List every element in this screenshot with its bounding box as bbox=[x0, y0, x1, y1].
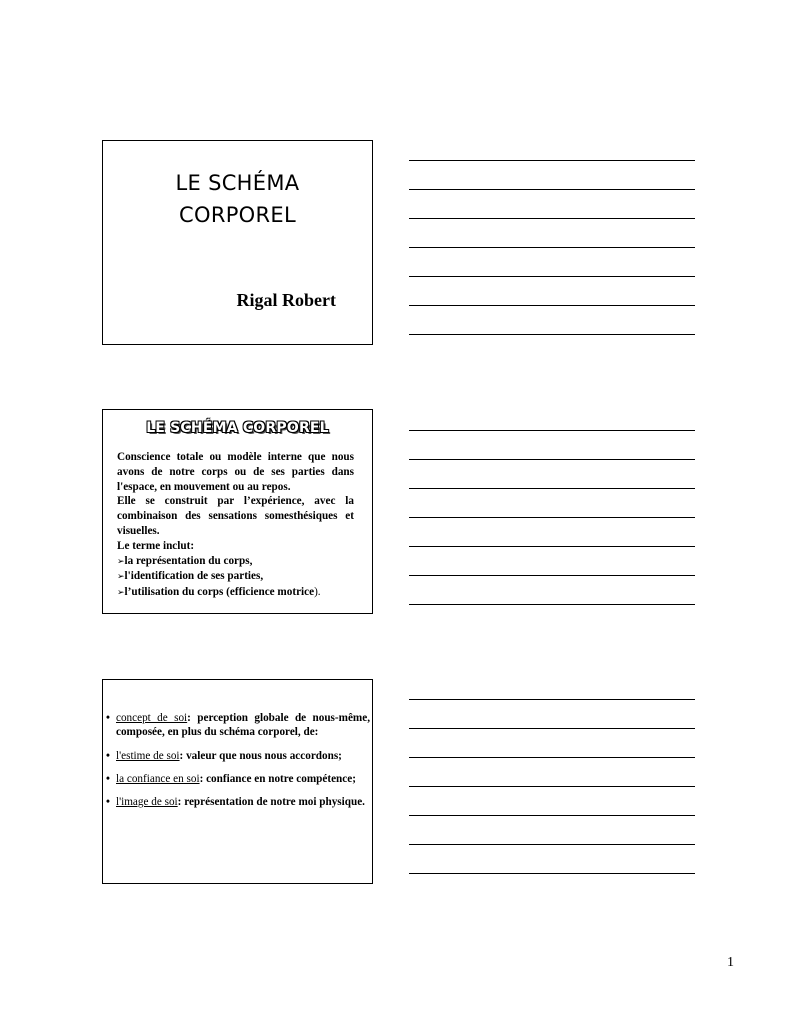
note-line bbox=[409, 671, 695, 700]
term-colon: : bbox=[187, 712, 191, 724]
term-includes-heading: Le terme inclut: bbox=[117, 539, 195, 552]
note-line bbox=[409, 787, 695, 816]
note-line bbox=[409, 219, 695, 248]
arrow-bullet-icon: ➢ bbox=[117, 556, 125, 567]
note-line bbox=[409, 161, 695, 190]
term: la confiance en soi bbox=[116, 772, 200, 785]
term-colon: : bbox=[179, 749, 184, 762]
list-item bbox=[117, 585, 354, 601]
page-number: 1 bbox=[727, 955, 734, 970]
term: l'estime de soi bbox=[116, 749, 180, 762]
note-line bbox=[409, 132, 695, 161]
term: concept de soi bbox=[116, 712, 188, 724]
list-item-text: l’utilisation du corps (efficience motrice bbox=[124, 586, 315, 599]
author-name: Rigal Robert bbox=[236, 290, 336, 310]
term-definition: valeur que nous nous accordons; bbox=[183, 749, 342, 762]
slide-2-body bbox=[117, 450, 354, 601]
note-line bbox=[409, 402, 695, 431]
bullet-icon: • bbox=[106, 749, 110, 762]
slide-1-title-line-2: CORPOREL bbox=[179, 203, 296, 227]
list-item bbox=[106, 795, 370, 809]
notes-lines-slide-1 bbox=[409, 132, 695, 335]
note-line bbox=[409, 306, 695, 335]
definition-paragraph: Conscience totale ou modèle interne que nous avons de notre corps ou de ses parties dans l'espace, en mouvement ou au repos. bbox=[117, 451, 354, 493]
note-line bbox=[409, 518, 695, 547]
bullet-icon: • bbox=[106, 712, 110, 724]
note-line bbox=[409, 816, 695, 845]
note-line bbox=[409, 489, 695, 518]
list-item bbox=[117, 554, 354, 570]
slide-1 bbox=[102, 140, 373, 345]
note-line bbox=[409, 729, 695, 758]
note-line bbox=[409, 576, 695, 605]
note-line bbox=[409, 700, 695, 729]
list-item bbox=[106, 749, 370, 763]
term: l'image de soi bbox=[116, 796, 178, 809]
term-definition: représentation de notre moi physique. bbox=[181, 796, 365, 809]
construction-paragraph: Elle se construit par l’expérience, avec la combinaison des sensations somesthésiques et visuelles. bbox=[117, 495, 354, 537]
list-item-text: la représentation du corps, bbox=[124, 554, 253, 567]
bullet-icon: • bbox=[106, 796, 110, 809]
slide-2 bbox=[102, 409, 373, 614]
term-definition: confiance en notre compétence; bbox=[203, 772, 356, 785]
note-line bbox=[409, 248, 695, 277]
list-item bbox=[117, 569, 354, 585]
slide-2-title: LE SCHÉMA CORPOREL bbox=[146, 420, 329, 436]
note-line bbox=[409, 460, 695, 489]
note-line bbox=[409, 190, 695, 219]
list-item bbox=[106, 772, 370, 786]
note-line bbox=[409, 547, 695, 576]
note-line bbox=[409, 277, 695, 306]
arrow-bullet-icon: ➢ bbox=[117, 588, 125, 599]
slide-1-title bbox=[103, 167, 372, 231]
list-item-text: l'identification de ses parties, bbox=[124, 570, 264, 583]
list-item-suffix: ). bbox=[314, 586, 321, 599]
slide-1-title-line-1: LE SCHÉMA bbox=[175, 171, 300, 195]
arrow-bullet-icon: ➢ bbox=[117, 572, 125, 583]
term-colon: : bbox=[177, 796, 182, 809]
notes-lines-slide-3 bbox=[409, 671, 695, 874]
slide-3 bbox=[102, 679, 373, 884]
bullet-icon: • bbox=[106, 772, 110, 785]
term-definition: perception globale de nous-même, composée, en plus du schéma corporel, de: bbox=[116, 712, 370, 739]
list-item bbox=[106, 711, 370, 740]
self-concept-list bbox=[106, 711, 370, 818]
notes-lines-slide-2 bbox=[409, 402, 695, 605]
term-colon: : bbox=[199, 772, 204, 785]
note-line bbox=[409, 845, 695, 874]
note-line bbox=[409, 758, 695, 787]
note-line bbox=[409, 431, 695, 460]
